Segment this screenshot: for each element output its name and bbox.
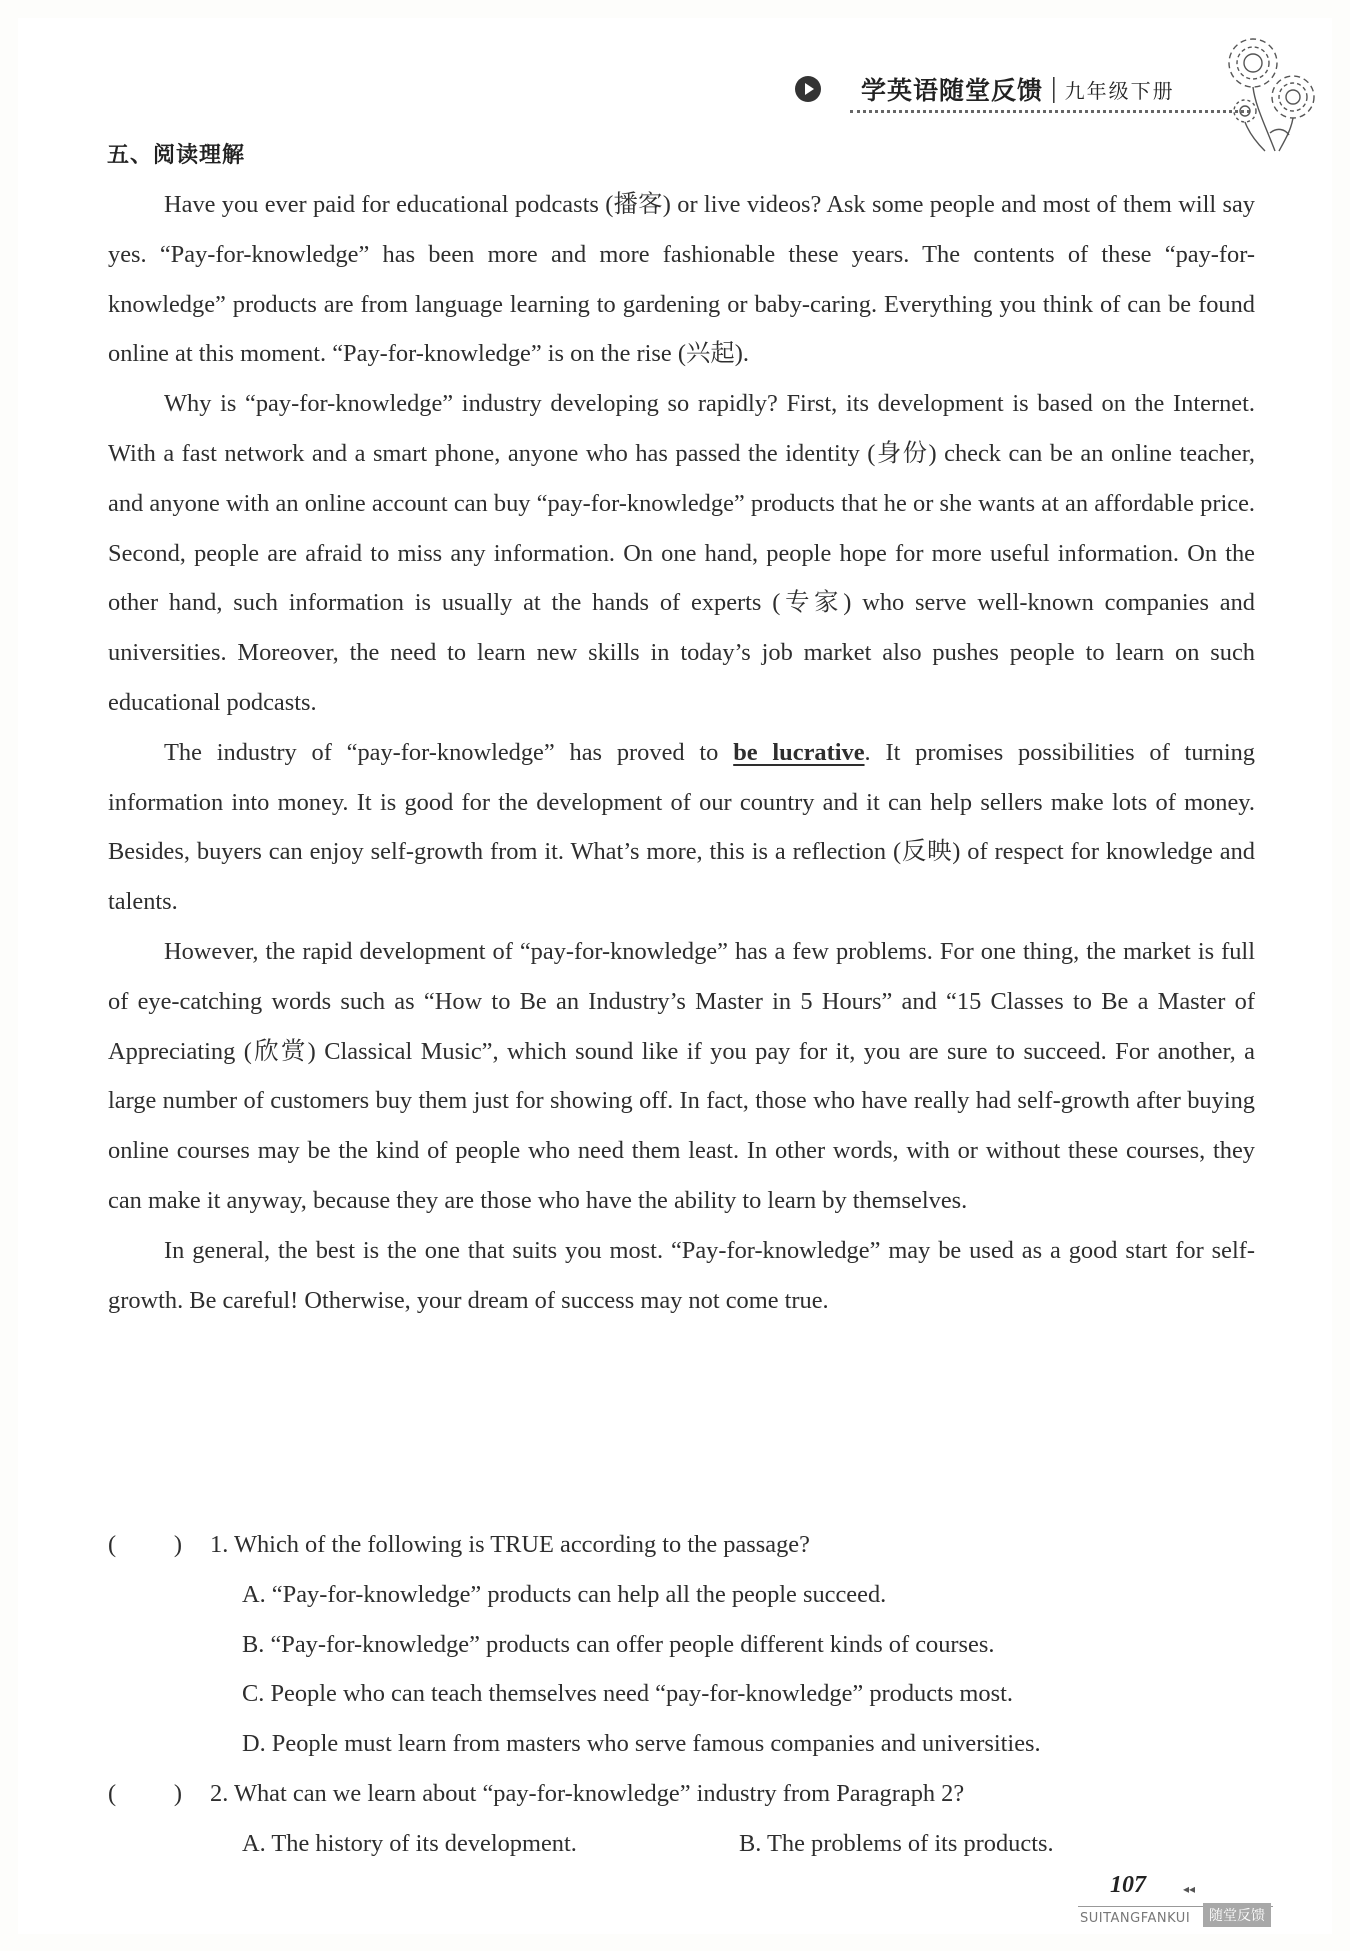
page-header	[795, 66, 1175, 112]
questions-block	[108, 1520, 1255, 1869]
footer-tag: 随堂反馈	[1203, 1903, 1271, 1927]
double-arrow-icon: ◂◂	[1183, 1882, 1196, 1896]
question-2-stem: 2. What can we learn about “pay-for-knowledge” industry from Paragraph 2?	[210, 1779, 965, 1807]
question-1-option-c: C. People who can teach themselves need “pay-for-knowledge” products most.	[242, 1680, 1013, 1708]
title-separator: |	[1051, 73, 1057, 104]
question-2	[108, 1769, 1255, 1819]
question-1-option-a: A. “Pay-for-knowledge” products can help all the people succeed.	[242, 1580, 887, 1608]
play-circle-icon	[795, 76, 821, 102]
question-1-stem: 1. Which of the following is TRUE according to the passage?	[210, 1531, 810, 1558]
sunflower-decoration-icon	[1215, 25, 1325, 155]
passage-paragraph-4: However, the rapid development of “pay-for-knowledge” has a few problems. For one thing, the market is full of eye-catching words such as “How to Be an Industry’s Master in 5 Hours” and “15 Classes to Be a Master of Appreciating (欣赏) Classical Music”, which sound like if you pay for it, you are sure to succeed. For another, a large number of customers buy them just for showing off. In fact, those who have really had self-growth after buying online courses may be the kind of people who need them least. In other words, with or without these courses, they can make it anyway, because they are those who have the ability to learn by themselves.	[108, 937, 1255, 1214]
passage-paragraph-3	[108, 728, 1255, 927]
question-2-option-a: A. The history of its development.	[242, 1829, 577, 1857]
book-title: 学英语随堂反馈	[861, 76, 1044, 105]
section-title: 五、阅读理解	[107, 143, 246, 168]
question-2-options	[108, 1819, 1255, 1869]
question-1-option-b: B. “Pay-for-knowledge” products can offer people different kinds of courses.	[242, 1630, 995, 1658]
header-dotted-rule	[850, 110, 1250, 113]
passage-paragraph-5: In general, the best is the one that suits you most. “Pay-for-knowledge” may be used as a good start for self-growth. Be careful! Otherwise, your dream of success may not come true.	[108, 1236, 1255, 1314]
question-2-option-b: B. The problems of its products.	[739, 1829, 1054, 1857]
paragraph-3-after: . It promises possibilities of turning information into money. It is good for the development of our country and it can help sellers make lots of money. Besides, buyers can enjoy self-growth from it. What’s more, this is a reflection (反映) of respect for knowledge and talents.	[108, 738, 1255, 916]
footer-series-label: SUITANGFANKUI	[1080, 1911, 1191, 1926]
answer-blank-2[interactable]: ( )	[108, 1779, 182, 1807]
passage-paragraph-2: Why is “pay-for-knowledge” industry developing so rapidly? First, its development is based on the Internet. With a fast network and a smart phone, anyone who has passed the identity (身份) check can be an online teacher, and anyone with an online account can buy “pay-for-knowledge” products that he or she wants at an affordable price. Second, people are afraid to miss any information. On one hand, people hope for more useful information. On the other hand, such information is usually at the hands of experts (专家) who serve well-known companies and universities. Moreover, the need to learn new skills in today’s job market also pushes people to learn on such educational podcasts.	[108, 390, 1255, 716]
answer-blank-1[interactable]: ( )	[108, 1531, 182, 1558]
paragraph-3-before: The industry of “pay-for-knowledge” has proved to	[164, 738, 734, 766]
passage-paragraph-1: Have you ever paid for educational podcasts (播客) or live videos? Ask some people and most of them will say yes. “Pay-for-knowledge” has been more and more fashionable these years. The contents of these “pay-for-knowledge” products are from language learning to gardening or baby-caring. Everything you think of can be found online at this moment. “Pay-for-knowledge” is on the rise (兴起).	[108, 191, 1255, 368]
question-1	[108, 1520, 1255, 1570]
question-1-option-d: D. People must learn from masters who serve famous companies and universities.	[242, 1730, 1041, 1758]
reading-passage	[108, 180, 1255, 1325]
underlined-phrase: be lucrative	[733, 738, 865, 766]
page-number: 107	[1110, 1872, 1146, 1898]
grade-label: 九年级下册	[1064, 78, 1175, 103]
